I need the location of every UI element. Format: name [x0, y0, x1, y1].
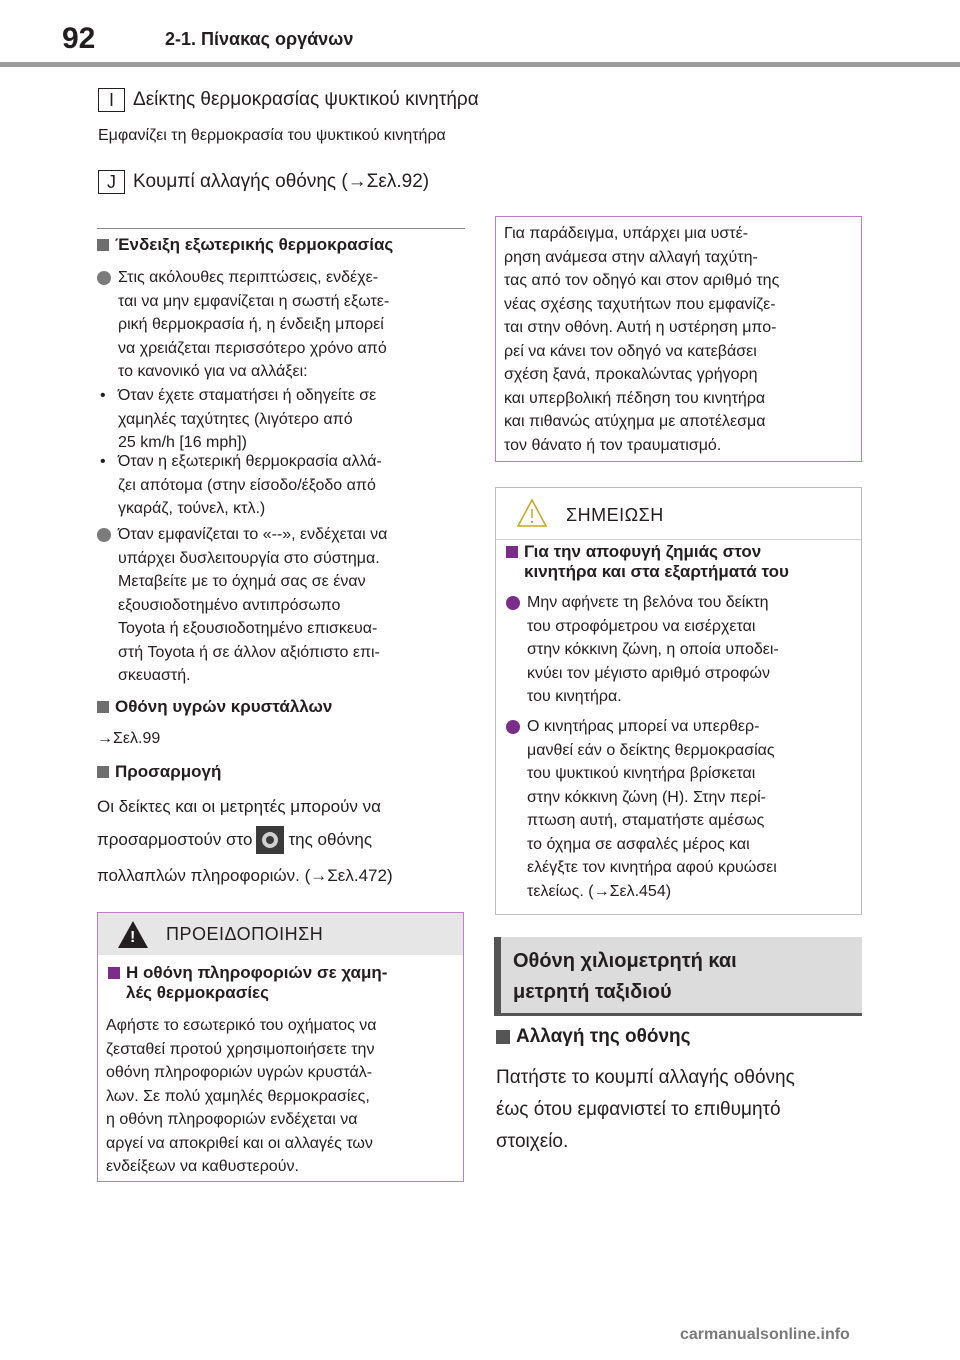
column-rule — [97, 228, 465, 229]
heading-text: Αλλαγή της οθόνης — [516, 1026, 691, 1047]
text-line: ενδείξεων να καθυστερούν. — [106, 1158, 299, 1175]
text-line: τας από τον οδηγό και στον αριθμό της — [504, 272, 780, 289]
text-line: υπάρχει δυσλειτουργία στο σύστημα. — [118, 549, 380, 567]
caution-triangle-icon — [516, 498, 548, 528]
text-fragment: προσαρμοστούν στο — [97, 830, 253, 850]
text-line: λές θερμοκρασίες — [126, 983, 269, 1002]
text-line: ται να μην εμφανίζεται η σωστή εξωτε- — [118, 292, 390, 310]
page-number: 92 — [62, 22, 96, 55]
sub-bullet-2 — [97, 450, 469, 521]
item-i-desc: Εμφανίζει τη θερμοκρασία του ψυκτικού κινητήρα — [98, 127, 446, 144]
note-box — [495, 487, 862, 915]
switch-body — [496, 1062, 862, 1158]
text-line: Μεταβείτε με το όχημά σας σε έναν — [118, 573, 366, 590]
text-line: και υπερβολική πέδηση του κινητήρα — [504, 389, 766, 407]
custom-line-3: πολλαπλών πληροφοριών. (→Σελ.472) — [97, 866, 393, 885]
heading-text: Ένδειξη εξωτερικής θερμοκρασίας — [115, 235, 394, 254]
watermark: carmanualsonline.info — [680, 1326, 850, 1343]
text-line: στην κόκκινη ζώνη (H). Στην περί- — [527, 788, 767, 806]
section-banner — [494, 937, 862, 1016]
text-line: Ο κινητήρας μπορεί να υπερθερ- — [527, 718, 760, 735]
custom-line-2 — [97, 826, 372, 854]
text-line: ρική θερμοκρασία ή, η ένδειξη μπορεί — [118, 316, 384, 333]
text-line: Η οθόνη πληροφοριών σε χαμη- — [126, 963, 388, 982]
text-line: η οθόνη πληροφοριών ενδέχεται να — [106, 1111, 358, 1128]
lcd-heading — [97, 697, 332, 717]
warning-box-continued — [495, 216, 862, 462]
text-line: του στροφόμετρου να εισέρχεται — [527, 617, 756, 635]
lcd-ref-link[interactable]: →Σελ.99 — [97, 730, 161, 747]
heading-text — [126, 963, 387, 1003]
item-i — [98, 88, 479, 112]
text-line: του κινητήρα. — [527, 688, 622, 705]
gear-icon — [256, 826, 284, 854]
text-line: μανθεί εάν ο δείκτης θερμοκρασίας — [527, 741, 775, 759]
text-line: ρεί να κάνει τον οδηγό να κατεβάσει — [504, 342, 757, 360]
text-line: χαμηλές ταχύτητες (λιγότερο από — [118, 410, 353, 428]
square-bullet-icon — [506, 546, 518, 558]
item-j-title: Κουμπί αλλαγής οθόνης (→Σελ.92) — [133, 171, 430, 192]
heading-text: Προσαρμογή — [115, 762, 222, 781]
text-line: εξουσιοδοτημένο αντιπρόσωπο — [118, 596, 341, 614]
text-line: μετρητή ταξιδιού — [513, 981, 672, 1003]
bullet-outside-temp-1 — [97, 266, 469, 384]
warning-triangle-icon — [118, 921, 148, 948]
note-title: ΣΗΜΕΙΩΣΗ — [566, 505, 664, 525]
text-line: Όταν η εξωτερική θερμοκρασία αλλά- — [118, 453, 382, 470]
section-title — [513, 946, 737, 1008]
text-line: ζει απότομα (στην είσοδο/έξοδο από — [118, 476, 376, 494]
text-line: Toyota ή εξουσιοδοτημένο επισκευα- — [118, 620, 378, 637]
text-line: Για την αποφυγή ζημιάς στον — [524, 542, 762, 561]
warning-box — [97, 912, 464, 1182]
text-line: τον θάνατο ή τον τραυματισμό. — [504, 436, 722, 454]
text-line: Όταν εμφανίζεται το «--», ενδέχεται να — [118, 526, 388, 543]
text-line: πτωση αυτή, σταματήστε αμέσως — [527, 812, 765, 829]
item-letter-box: J — [98, 170, 125, 194]
square-bullet-icon — [97, 701, 109, 713]
text-line: σχέση ξανά, προκαλώντας γρήγορη — [504, 366, 758, 383]
custom-heading — [97, 762, 221, 782]
note-bullet-2 — [506, 715, 856, 903]
warning-title: ΠΡΟΕΙΔΟΠΟΙΗΣΗ — [166, 924, 324, 944]
warning-body — [106, 1014, 461, 1179]
text-line: αργεί να αποκριθεί και οι αλλαγές των — [106, 1134, 373, 1152]
bullet-outside-temp-2 — [97, 523, 469, 688]
heading-text: Οθόνη υγρών κρυστάλλων — [115, 697, 333, 716]
item-letter-box: I — [98, 88, 125, 112]
header-rule — [0, 62, 960, 67]
outside-temp-heading — [97, 235, 393, 255]
circle-bullet-icon — [97, 528, 111, 542]
text-line: οθόνη πληροφοριών υγρών κρυστάλ- — [106, 1064, 373, 1081]
text-line: λων. Σε πολύ χαμηλές θερμοκρασίες, — [106, 1087, 370, 1105]
text-line: στοιχείο. — [496, 1131, 569, 1152]
text-line: Πατήστε το κουμπί αλλαγής οθόνης — [496, 1067, 795, 1088]
square-bullet-icon — [97, 239, 109, 251]
circle-bullet-icon — [97, 271, 111, 285]
text-fragment: της οθόνης — [288, 830, 373, 850]
text-line: Αφήστε το εσωτερικό του οχήματος να — [106, 1017, 377, 1034]
dot-marker: • — [100, 387, 106, 404]
note-bullet-1 — [506, 591, 856, 709]
text-line: Μην αφήνετε τη βελόνα του δείκτη — [527, 594, 769, 611]
text-line: στή Toyota ή σε άλλον αξιόπιστο επι- — [118, 643, 380, 661]
chapter-title: 2-1. Πίνακας οργάνων — [165, 29, 354, 49]
warning-heading — [108, 963, 458, 1003]
text-line: και πιθανώς ατύχημα με αποτέλεσμα — [504, 413, 766, 430]
square-bullet-icon — [108, 967, 120, 979]
page-header — [0, 0, 960, 70]
text-line: του ψυκτικού κινητήρα βρίσκεται — [527, 765, 756, 782]
switch-heading — [496, 1026, 691, 1048]
text-line: να χρειάζεται περισσότερο χρόνο από — [118, 339, 387, 357]
text-line: σκευαστή. — [118, 667, 191, 684]
text-line: ελέγξτε τον κινητήρα αφού κρυώσει — [527, 859, 777, 876]
dot-marker: • — [100, 453, 106, 470]
warning-cont-body — [504, 222, 859, 457]
text-line: έως ότου εμφανιστεί το επιθυμητό — [496, 1099, 781, 1120]
text-line: το κανονικό για να αλλάξει: — [118, 363, 308, 380]
custom-line-1: Οι δείκτες και οι μετρητές μπορούν να — [97, 797, 381, 816]
square-bullet-icon — [496, 1030, 510, 1044]
warning-header — [98, 913, 463, 955]
text-line: ζεσταθεί προτού χρησιμοποιήσετε την — [106, 1040, 375, 1058]
text-line: κνύει τον μέγιστο αριθμό στροφών — [527, 664, 770, 682]
text-line: Στις ακόλουθες περιπτώσεις, ενδέχε- — [118, 269, 379, 286]
text-line: Για παράδειγμα, υπάρχει μια υστέ- — [504, 225, 749, 242]
text-line: τελείως. (→Σελ.454) — [527, 882, 672, 900]
item-i-title: Δείκτης θερμοκρασίας ψυκτικού κινητήρα — [133, 89, 479, 110]
sub-bullet-1 — [97, 384, 469, 455]
text-line: Όταν έχετε σταματήσει ή οδηγείτε σε — [118, 387, 377, 404]
text-line: 25 km/h [16 mph]) — [118, 434, 247, 451]
note-heading — [506, 542, 856, 582]
item-j — [98, 170, 429, 194]
circle-bullet-icon — [506, 720, 520, 734]
text-line: κινητήρα και στα εξαρτήματά του — [524, 562, 789, 581]
text-line: ρηση ανάμεσα στην αλλαγή ταχύτη- — [504, 248, 758, 266]
note-header — [496, 488, 861, 540]
text-line: ται στην οθόνη. Αυτή η υστέρηση μπο- — [504, 319, 777, 336]
text-line: το όχημα σε ασφαλές μέρος και — [527, 835, 750, 853]
text-line: Οθόνη χιλιομετρητή και — [513, 950, 737, 972]
text-line: νέας σχέσης ταχυτήτων που εμφανίζε- — [504, 295, 776, 313]
text-line: στην κόκκινη ζώνη, η οποία υποδει- — [527, 641, 779, 658]
circle-bullet-icon — [506, 596, 520, 610]
square-bullet-icon — [97, 766, 109, 778]
text-line: γκαράζ, τούνελ, κτλ.) — [118, 500, 266, 517]
heading-text — [524, 542, 789, 582]
